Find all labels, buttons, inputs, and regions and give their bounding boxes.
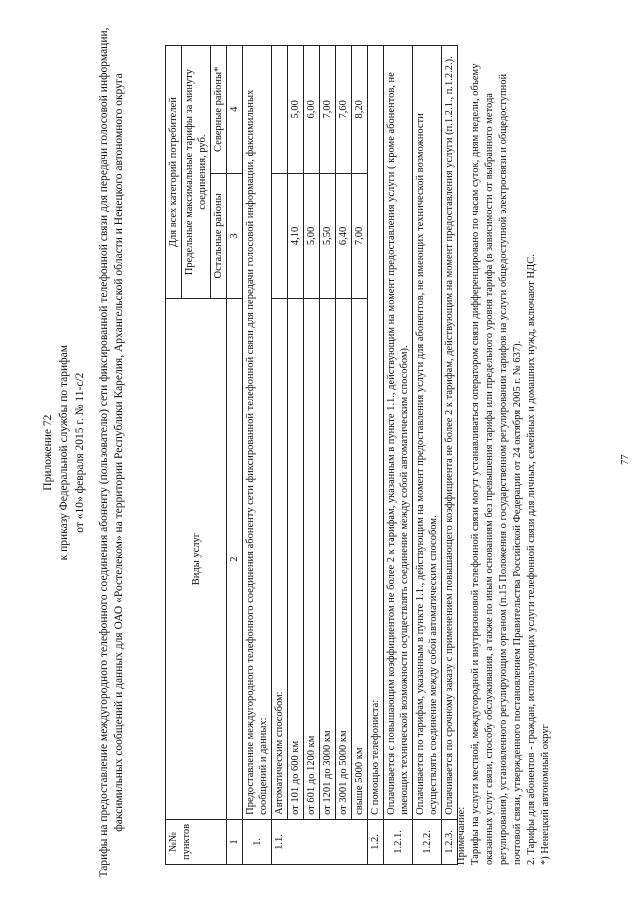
row-value-north: 5,00: [288, 46, 304, 174]
order-date: от «10» февраля 2015 г. № 11-с/2: [74, 372, 86, 533]
row-text: от 3001 до 5000 км: [336, 299, 352, 820]
document-title: Тарифы на предоставление междугородного телефонного соединения абоненту (пользователю) сети фиксированной телефонной связи для передачи голосовой информации, факсимильных сообщений и данных для ОАО «Ростелеком» на территории Республики Карелия, Архангельской области и Ненецкого автономного округа: [98, 27, 125, 878]
row-text: Автоматическим способом:: [272, 299, 288, 820]
row-value-north: 7,60: [336, 46, 352, 174]
row-text: Оплачивается по тарифам, указанным в пункте 1.1., действующим на момент предоставления услуги для абонентов, не имеющих технической возможности осуществлять соединение между собой автоматическим способом.: [413, 46, 442, 820]
row-value-north: 8,20: [352, 46, 368, 174]
table-row: [320, 46, 336, 865]
row-num: 1.: [243, 819, 272, 864]
table-row: [352, 46, 368, 865]
row-num: 1.2.2.: [413, 819, 442, 864]
row-text: от 601 до 1200 км: [304, 299, 320, 820]
row-text: свыше 5000 км: [352, 299, 368, 820]
row-text: Оплачивается с повышающим коэффициентом не более 2 к тарифам, указанным в пункте 1.1., действующим на момент предоставления услуги ( кроме абонентов, не имеющих технической возможности осуществлять соединение между собой автоматическим способом).: [384, 46, 413, 820]
appendix-number: Приложение 72: [42, 414, 54, 491]
page-number: 77: [620, 454, 631, 465]
table-row: [384, 46, 413, 865]
note-paragraph: Тарифы на услуги местной, междугородной и внутризоновой телефонной связи могут устанавливаться оператором связи дифференцировано по часам суток, дням недели, объему оказанных услуг связи, способу обслуживания, а также по иным основаниям без превышения тарифа или предельного уровня тарифа (в зависимости от выбранного метода регулирования), установленного регулирующим органом (п.15 Положения о государственном регулировании тарифов на услуги общедоступной электросвязи и общедоступной почтовой связи, утвержденного постановлением Правительства Российской Федерации от 24 октября 2005 г. № 637).: [470, 63, 523, 865]
table-row: [272, 46, 288, 865]
index-1: 1: [227, 819, 243, 864]
header-north-regions: Северные районы*: [211, 46, 227, 174]
row-text: Предоставление междугородного телефонного соединения абоненту сети фиксированной телефонной связи для передачи голосовой информации, факсимильных сообщений и данных:: [243, 46, 272, 820]
header-max-tariffs: Предельные максимальные тарифы за минуту соединения, руб.: [182, 46, 211, 299]
table-row: [368, 46, 384, 865]
note-footnote: *) Ненецкий автономный округ: [540, 724, 551, 865]
header-block: [40, 345, 88, 560]
row-value-north: 7,00: [320, 46, 336, 174]
table-row: [336, 46, 352, 865]
row-value-other: 6,40: [336, 173, 352, 299]
order-reference: к приказу Федеральной службы по тарифам: [58, 345, 70, 561]
row-num: 1.2.1.: [384, 819, 413, 864]
note-paragraph: 2. Тарифы для абонентов - граждан, использующих услуги телефонной связи для личных, семейных и домашних нужд, включают НДС.: [526, 254, 537, 865]
index-3: 3: [227, 173, 243, 299]
row-text: от 1201 до 3000 км: [320, 299, 336, 820]
row-value-other: 5,50: [320, 173, 336, 299]
index-2: 2: [227, 299, 243, 820]
row-value-north: [272, 46, 288, 174]
tariff-table: [165, 45, 458, 865]
notes-heading: Примечание:: [456, 806, 467, 865]
table-row: [243, 46, 272, 865]
row-value-other: 5,00: [304, 173, 320, 299]
table-row: [304, 46, 320, 865]
table-row: [288, 46, 304, 865]
row-text: С помощью телефониста:: [368, 46, 384, 820]
row-text: от 101 до 600 км: [288, 299, 304, 820]
row-value-other: 4,10: [288, 173, 304, 299]
header-num: №№ пунктов: [166, 819, 227, 864]
index-4: 4: [227, 46, 243, 174]
row-value-other: [272, 173, 288, 299]
row-num: 1.2.3.: [442, 819, 458, 864]
row-value-north: 6,00: [304, 46, 320, 174]
table-row: [413, 46, 442, 865]
row-num: 1.1.: [272, 819, 368, 864]
row-num: 1.2.: [368, 819, 384, 864]
row-text: Оплачивается по срочному заказу с применением повышающего коэффициента не более 2 к тарифам, действующим на момент предоставления услуги (п.1.2.1., п.1.2.2.).: [442, 46, 458, 820]
header-all-categories: Для всех категорий потребителей: [166, 46, 182, 299]
header-other-regions: Остальные районы: [211, 173, 227, 299]
notes-block: [455, 35, 553, 865]
header-service: Виды услуг: [166, 299, 227, 820]
row-value-other: 7,00: [352, 173, 368, 299]
